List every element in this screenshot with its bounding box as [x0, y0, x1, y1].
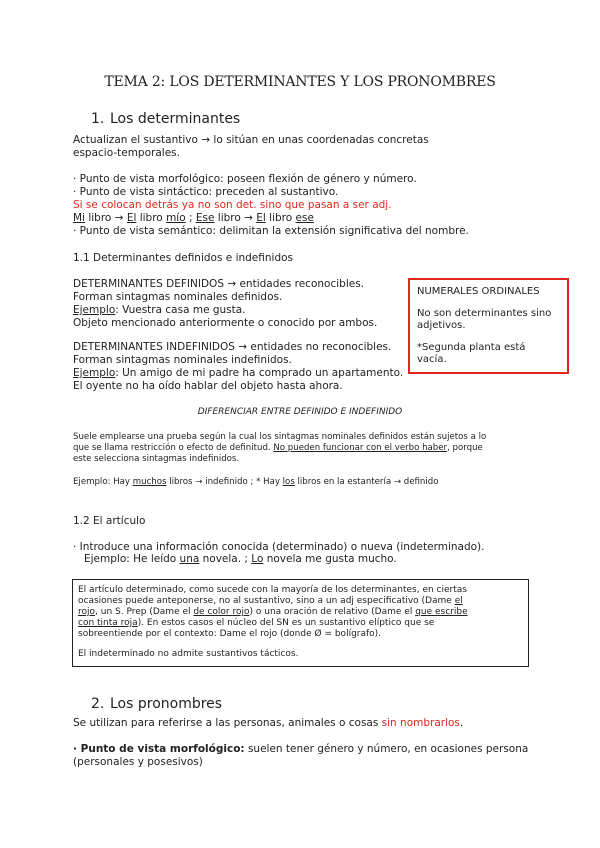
- pronouns-text: Se utilizan para referirse a las personas, animales o cosas: [73, 717, 382, 729]
- ordinal-box-line-1: No son determinantes sino: [417, 308, 552, 319]
- article-note-line-3: [78, 607, 468, 618]
- example-text: libro →: [214, 212, 257, 224]
- possessive-example: [73, 212, 314, 225]
- test-text: , porque: [447, 443, 483, 453]
- test-line-1: Suele emplearse una prueba según la cual los sintagmas nominales definidos están sujetos a lo: [73, 432, 487, 442]
- article-note-line-4: [78, 618, 434, 629]
- pronouns-morph-label: · Punto de vista morfológico:: [73, 743, 245, 755]
- example-word: Mi: [73, 212, 85, 224]
- intro-line-2: espacio-temporales.: [73, 147, 180, 159]
- article-example: [84, 553, 397, 566]
- indefinite-line-2: Forman sintagmas nominales indefinidos.: [73, 354, 292, 366]
- note-underlined: el: [454, 596, 463, 606]
- subsection-1-2-heading: 1.2 El artículo: [73, 515, 146, 527]
- section-2-number: 2.: [91, 696, 105, 712]
- haber-example: [73, 477, 438, 488]
- section-1-number: 1.: [91, 111, 105, 127]
- article-note-box: [72, 579, 529, 667]
- pronouns-text: .: [459, 717, 464, 729]
- indefinite-example: [73, 367, 403, 380]
- note-underlined: rojo: [78, 607, 96, 617]
- definite-line-2: Forman sintagmas nominales definidos.: [73, 291, 283, 303]
- section-2-heading: Los pronombres: [110, 696, 223, 712]
- ordinal-box-line-2: adjetivos.: [417, 320, 466, 331]
- example-text: : Un amigo de mi padre ha comprado un apartamento.: [115, 367, 404, 379]
- example-word: ese: [295, 212, 314, 224]
- example-word: El: [126, 212, 137, 224]
- test-line-3: este selecciona sintagmas indefinidos.: [73, 454, 240, 464]
- ordinal-box-title: NUMERALES ORDINALES: [417, 286, 540, 297]
- example-text: Ejemplo: He leído: [84, 553, 180, 565]
- section-1-heading: Los determinantes: [110, 111, 241, 127]
- pronouns-red-text: sin nombrarlos: [381, 717, 460, 729]
- difference-heading: DIFERENCIAR ENTRE DEFINIDO E INDEFINIDO: [197, 407, 403, 417]
- definite-line-1: DETERMINANTES DEFINIDOS → entidades reconocibles.: [73, 278, 365, 290]
- example-label: Ejemplo: [73, 304, 116, 316]
- example-text: libros en la estantería → definido: [294, 477, 439, 487]
- note-underlined: que escribe: [415, 607, 468, 617]
- test-line-2: [73, 443, 483, 454]
- example-text: libros → indefinido ; * Hay: [166, 477, 283, 487]
- note-underlined: con tinta roja: [78, 618, 138, 628]
- example-word: muchos: [132, 477, 167, 487]
- example-word: los: [282, 477, 295, 487]
- example-word: Lo: [251, 553, 264, 565]
- note-text: ). En estos casos el núcleo del SN es un sustantivo elíptico que se: [137, 618, 435, 628]
- example-word: El: [256, 212, 266, 224]
- semantic-point: · Punto de vista semántico: delimitan la extensión significativa del nombre.: [73, 225, 469, 237]
- example-text: novela me gusta mucho.: [263, 553, 397, 565]
- article-note-line-1: El artículo determinado, como sucede con la mayoría de los determinantes, en ciertas: [78, 585, 467, 595]
- test-text: que se llama restricción o efecto de definitud.: [73, 443, 274, 453]
- example-word: Ese: [195, 212, 215, 224]
- morphological-point: · Punto de vista morfológico: poseen flexión de género y número.: [73, 173, 417, 185]
- note-text: ) o una oración de relativo (Dame el: [249, 607, 416, 617]
- syntactic-note-red: Si se colocan detrás ya no son det. sino que pasan a ser adj.: [73, 199, 392, 211]
- indefinite-line-1: DETERMINANTES INDEFINIDOS → entidades no reconocibles.: [73, 341, 392, 353]
- pronouns-morph-line-1: [73, 743, 528, 756]
- article-note-line-5: sobreentiende por el contexto: Dame el rojo (donde Ø = bolígrafo).: [78, 629, 382, 639]
- note-underlined: de color rojo: [193, 607, 250, 617]
- example-text: ;: [185, 212, 196, 224]
- syntactic-point: · Punto de vista sintáctico: preceden al sustantivo.: [73, 186, 339, 198]
- example-word: una: [179, 553, 200, 565]
- definite-example: [73, 304, 246, 317]
- example-text: libro →: [84, 212, 127, 224]
- note-text: , un S. Prep (Dame el: [95, 607, 194, 617]
- definite-line-4: Objeto mencionado anteriormente o conocido por ambos.: [73, 317, 378, 329]
- indefinite-line-4: El oyente no ha oído hablar del objeto hasta ahora.: [73, 380, 343, 392]
- test-underlined: No pueden funcionar con el verbo haber: [273, 443, 448, 453]
- article-note-line-6: El indeterminado no admite sustantivos tácticos.: [78, 649, 299, 659]
- subsection-1-1-heading: 1.1 Determinantes definidos e indefinidos: [73, 252, 294, 264]
- example-label: Ejemplo: [73, 367, 116, 379]
- example-word: mío: [166, 212, 186, 224]
- example-text: : Vuestra casa me gusta.: [115, 304, 246, 316]
- note-text: ocasiones puede anteponerse, no al sustantivo, sino a un adj especificativo (Dame: [78, 596, 455, 606]
- ordinal-box-line-4: vacía.: [417, 354, 447, 365]
- article-line-1: · Introduce una información conocida (determinado) o nueva (indeterminado).: [73, 541, 485, 553]
- ordinal-numerals-box: [408, 278, 569, 374]
- article-note-line-2: [78, 596, 463, 607]
- pronouns-morph-line-2: (personales y posesivos): [73, 756, 203, 768]
- example-text: libro: [265, 212, 296, 224]
- pronouns-intro: [73, 717, 463, 730]
- example-text: novela. ;: [199, 553, 252, 565]
- pronouns-morph-text: suelen tener género y número, en ocasiones persona: [244, 743, 529, 755]
- page-title: TEMA 2: LOS DETERMINANTES Y LOS PRONOMBRES: [104, 74, 496, 90]
- example-text: Ejemplo: Hay: [73, 477, 133, 487]
- intro-line-1: Actualizan el sustantivo → lo sitúan en unas coordenadas concretas: [73, 134, 429, 146]
- ordinal-box-line-3: *Segunda planta está: [417, 342, 526, 353]
- example-text: libro: [136, 212, 167, 224]
